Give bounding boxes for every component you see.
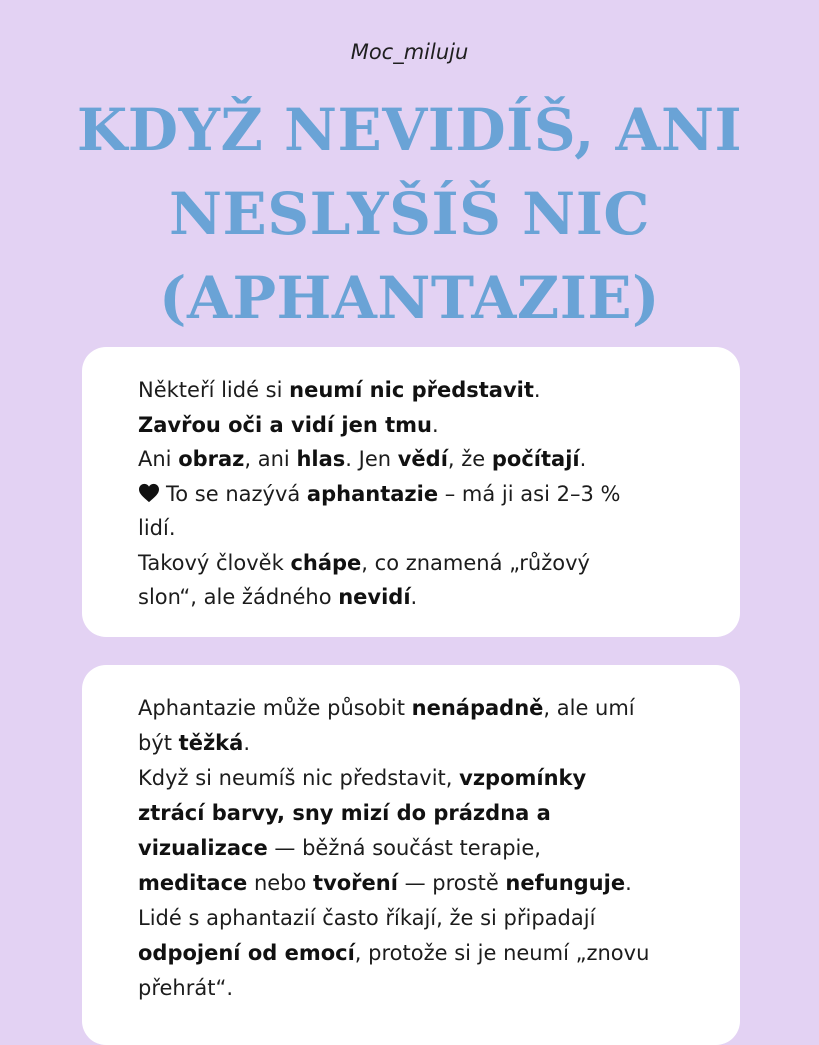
info-card-intro	[82, 347, 740, 637]
text-segment: To se nazývá	[166, 481, 307, 506]
text-segment: , co znamená „růžový	[361, 550, 590, 575]
bold-text: počítají	[491, 447, 580, 471]
text-segment: Lidé s aphantazií často říkají, že si připadají	[138, 906, 596, 930]
text-line	[138, 831, 700, 866]
text-line	[138, 796, 700, 831]
black-heart-icon	[138, 479, 160, 499]
text-segment: – má ji asi 2–3 %	[438, 481, 621, 506]
text-line	[138, 691, 700, 726]
text-segment: .	[432, 412, 439, 437]
text-segment: přehrát“.	[138, 976, 234, 1000]
text-line	[138, 442, 700, 477]
text-segment: slon“, ale žádného	[138, 585, 339, 609]
text-segment: .	[243, 731, 250, 755]
text-segment: Aphantazie může působit	[138, 696, 412, 720]
text-segment: .	[579, 447, 587, 471]
bold-text: chápe	[290, 550, 362, 575]
info-card-impact	[82, 665, 740, 1045]
bold-text: vzpomínky	[459, 766, 587, 790]
text-segment: .	[533, 378, 541, 402]
author-handle: Moc_miluju	[350, 40, 469, 64]
text-segment: — prostě	[397, 871, 506, 895]
bold-text: aphantazie	[306, 481, 439, 506]
text-segment: Takový člověk	[138, 550, 291, 575]
title-line-3: (APHANTAZIE)	[159, 264, 660, 332]
bold-text: tvoření	[313, 871, 398, 895]
text-segment: Ani	[138, 447, 179, 471]
text-line	[138, 546, 700, 581]
title-line-2: NESLYŠÍŠ NIC	[169, 180, 650, 248]
page-title	[0, 88, 819, 340]
bold-text: obraz	[178, 447, 245, 471]
text-line	[138, 901, 700, 936]
text-segment: , že	[447, 447, 492, 471]
text-line	[138, 936, 700, 971]
text-line	[138, 580, 700, 615]
text-segment: , protože si je neumí „znovu	[354, 941, 650, 965]
text-line	[138, 408, 700, 443]
text-line	[138, 971, 700, 1006]
text-segment: , ani	[244, 447, 297, 471]
text-segment: lidí.	[138, 516, 176, 540]
title-line-1: KDYŽ NEVIDÍŠ, ANI	[76, 96, 743, 164]
text-segment: , ale umí	[543, 696, 635, 720]
bold-text: nefunguje	[505, 871, 626, 895]
bold-text: těžká	[178, 731, 244, 755]
bold-text: neumí nic představit	[289, 378, 534, 402]
bold-text: odpojení od emocí	[138, 941, 355, 965]
text-line	[138, 511, 700, 546]
text-line	[138, 726, 700, 761]
bold-text: vizualizace	[138, 836, 268, 860]
text-line	[138, 866, 700, 901]
text-segment: .	[625, 871, 632, 895]
bold-text: nenápadně	[411, 696, 544, 720]
text-segment: být	[138, 731, 179, 755]
bold-text: ztrácí barvy, sny mizí do prázdna a	[138, 801, 551, 825]
bold-text: Zavřou oči a vidí jen tmu	[138, 412, 432, 437]
text-segment: — běžná součást terapie,	[267, 836, 541, 860]
text-line	[138, 477, 700, 512]
text-segment: Když si neumíš nic představit,	[138, 766, 460, 790]
bold-text: vědí	[397, 447, 448, 471]
text-segment: nebo	[247, 871, 314, 895]
text-line	[138, 761, 700, 796]
text-line	[138, 373, 700, 408]
bold-text: nevidí	[338, 585, 411, 609]
text-segment: Někteří lidé si	[138, 378, 290, 402]
text-segment: .	[410, 585, 418, 609]
bold-text: meditace	[138, 871, 248, 895]
text-segment: . Jen	[345, 447, 398, 471]
bold-text: hlas	[296, 447, 346, 471]
